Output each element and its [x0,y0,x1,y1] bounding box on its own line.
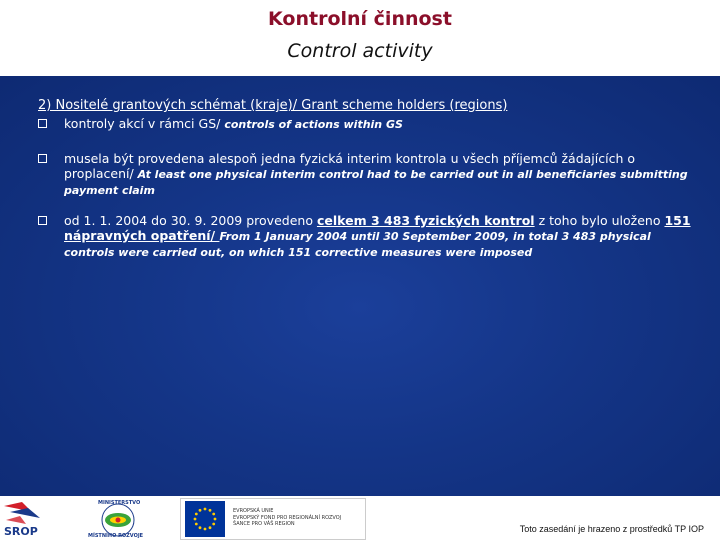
page-title: Kontrolní činnost [268,8,452,30]
highlight-corrective-measures: 151 nápravných opatření/ [64,213,691,243]
eu-flag-icon [185,501,225,537]
eu-text-line: EVROPSKÁ UNIE [233,508,274,514]
square-bullet-icon [38,154,47,163]
list-item [38,116,698,132]
square-bullet-icon [38,216,47,225]
highlight-total-controls: celkem 3 483 fyzických kontrol [316,213,535,228]
bullet-text-en: controls of actions within GS [224,118,403,131]
funding-note: Toto zasedání je hrazeno z prostředků TP IOP [519,524,704,534]
slide-footer [0,496,720,540]
bullet-text-cz: musela být provedena alespoň jedna fyzická interim kontrola u všech příjemců žádajících o proplacení/ [64,151,636,181]
slide-header [0,0,720,76]
srop-logo-label: SROP [4,525,38,538]
bullet-text-en: From 1 January 2004 until 30 September 2009, in total 3 483 physical controls were carried out, on which 151 corrective measures were imposed [64,230,651,259]
square-bullet-icon [38,119,47,128]
list-item [38,213,698,260]
eu-logo-text [233,508,341,528]
ministry-logo-bottom-text: MÍSTNÍHO ROZVOJE [88,533,144,539]
bullet-text-cz: kontroly akcí v rámci GS/ [64,116,225,131]
section-heading: 2) Nositelé grantových schémat (kraje)/ Grant scheme holders (regions) [38,98,508,113]
bullet-text-cz-mid: z toho bylo uloženo [534,213,665,228]
ministry-logo-top-text: MINISTERSTVO [98,500,141,506]
eu-text-line: EVROPSKÝ FOND PRO REGIONÁLNÍ ROZVOJ [233,514,342,521]
bullet-text-en: At least one physical interim control had to be carried out in all beneficiaries submitting payment claim [64,168,688,197]
eu-logo-box [180,498,366,540]
list-item [38,151,698,198]
slide-body [0,76,720,496]
slide-content [38,98,698,260]
page-subtitle: Control activity [287,40,433,62]
eu-text-line: ŠANCE PRO VÁŠ REGION [233,521,295,527]
bullet-text-cz: od 1. 1. 2004 do 30. 9. 2009 provedeno [64,213,317,228]
